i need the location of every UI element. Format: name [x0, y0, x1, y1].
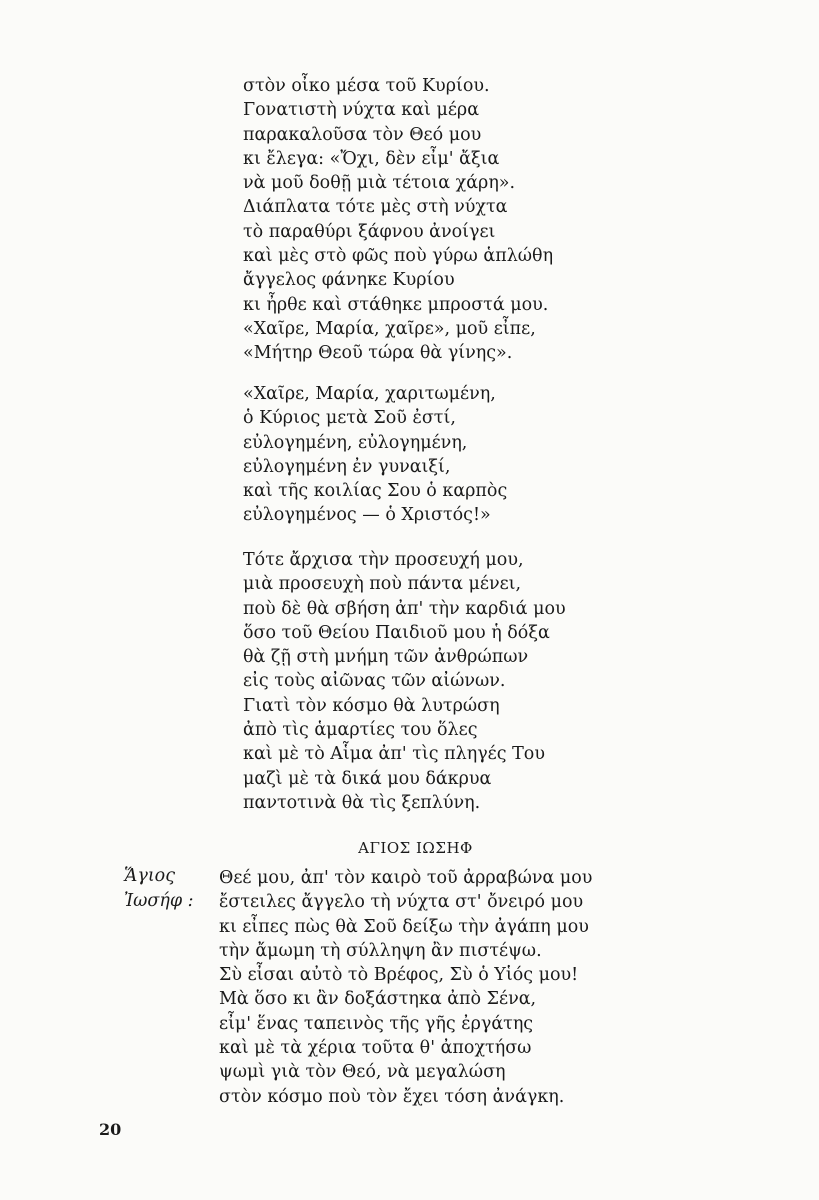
verse-line: καὶ μὲ τὰ χέρια τοῦτα θ' ἀποχτήσω: [219, 1038, 532, 1059]
poem-stanza-1: [243, 74, 553, 366]
verse-line: κι ἔλεγα: «Ὄχι, δὲν εἶμ' ἄξια: [243, 148, 500, 169]
verse-line: στὸν οἶκο μέσα τοῦ Κυρίου.: [243, 76, 490, 96]
verse-line: εὐλογημένη, εὐλογημένη,: [243, 432, 468, 453]
verse-line: τὸ παραθύρι ξάφνου ἀνοίγει: [243, 221, 496, 242]
verse-line: ἄγγελος φάνηκε Κυρίου: [243, 270, 455, 291]
verse-line: ὁ Κύριος μετὰ Σοῦ ἐστί,: [243, 408, 456, 429]
verse-line: Μὰ ὅσο κι ἂν δοξάστηκα ἀπὸ Σένα,: [219, 989, 537, 1010]
verse-line: θὰ ζῇ στὴ μνήμη τῶν ἀνθρώπων: [243, 647, 529, 668]
verse-line: Γιατὶ τὸν κόσμο θὰ λυτρώση: [243, 695, 500, 716]
speaker-label-line-2: Ἰωσήφ :: [124, 890, 194, 911]
verse-line: παντοτινὰ θὰ τὶς ξεπλύνη.: [243, 792, 481, 813]
verse-line: μαζὶ μὲ τὰ δικά μου δάκρυα: [243, 768, 492, 789]
verse-line: Διάπλατα τότε μὲς στὴ νύχτα: [243, 197, 508, 218]
verse-line: Γονατιστὴ νύχτα καὶ μέρα: [243, 100, 480, 121]
verse-line: εὐλογημένη ἐν γυναιξί,: [243, 456, 451, 477]
poem-stanza-2: [243, 382, 507, 528]
verse-line: ἔστειλες ἄγγελο τὴ νύχτα στ' ὄνειρό μου: [219, 892, 584, 913]
verse-line: στὸν κόσμο ποὺ τὸν ἔχει τόση ἀνάγκη.: [219, 1086, 565, 1107]
verse-line: «Χαῖρε, Μαρία, χαῖρε», μοῦ εἶπε,: [243, 318, 536, 339]
verse-line: παρακαλοῦσα τὸν Θεό μου: [243, 124, 482, 145]
verse-line: εὐλογημένος — ὁ Χριστός!»: [243, 505, 491, 526]
verse-line: τὴν ἄμωμη τὴ σύλληψη ἂν πιστέψω.: [219, 940, 542, 961]
verse-line: καὶ μὲς στὸ φῶς ποὺ γύρω ἁπλώθη: [243, 246, 554, 267]
verse-line: κι εἶπες πὼς θὰ Σοῦ δείξω τὴν ἀγάπη μου: [219, 916, 589, 937]
speaker-label: [124, 864, 194, 913]
verse-line: νὰ μοῦ δοθῇ μιὰ τέτοια χάρη».: [243, 173, 516, 194]
verse-line: ποὺ δὲ θὰ σβήση ἀπ' τὴν καρδιά μου: [243, 598, 566, 619]
verse-line: «Μήτηρ Θεοῦ τώρα θὰ γίνης».: [243, 343, 513, 364]
speaker-label-line-1: Ἅγιος: [124, 866, 176, 886]
verse-line: Σὺ εἶσαι αὐτὸ τὸ Βρέφος, Σὺ ὁ Υἱός μου!: [219, 965, 579, 986]
poem-stanza-4: [219, 866, 592, 1109]
verse-line: κι ἦρθε καὶ στάθηκε μπροστά μου.: [243, 294, 549, 315]
verse-line: ὅσο τοῦ Θείου Παιδιοῦ μου ἡ δόξα: [243, 622, 550, 643]
verse-line: καὶ τῆς κοιλίας Σου ὁ καρπὸς: [243, 481, 508, 502]
verse-line: μιὰ προσευχὴ ποὺ πάντα μένει,: [243, 574, 522, 595]
verse-line: Τότε ἄρχισα τὴν προσευχή μου,: [243, 550, 524, 570]
verse-line: καὶ μὲ τὸ Αἷμα ἀπ' τὶς πληγές Του: [243, 744, 545, 765]
verse-line: εἶμ' ἕνας ταπεινὸς τῆς γῆς ἐργάτης: [219, 1013, 534, 1034]
page-number: 20: [99, 1120, 122, 1139]
verse-line: «Χαῖρε, Μαρία, χαριτωμένη,: [243, 384, 496, 404]
verse-line: εἰς τοὺς αἰῶνας τῶν αἰώνων.: [243, 671, 506, 692]
verse-line: ψωμὶ γιὰ τὸν Θεό, νὰ μεγαλώση: [219, 1062, 506, 1083]
poem-stanza-3: [243, 548, 566, 815]
verse-line: ἀπὸ τὶς ἁμαρτίες του ὅλες: [243, 720, 478, 741]
section-heading: ΑΓΙΟΣ ΙΩΣΗΦ: [358, 839, 473, 857]
verse-line: Θεέ μου, ἀπ' τὸν καιρὸ τοῦ ἀρραβώνα μου: [219, 868, 593, 888]
